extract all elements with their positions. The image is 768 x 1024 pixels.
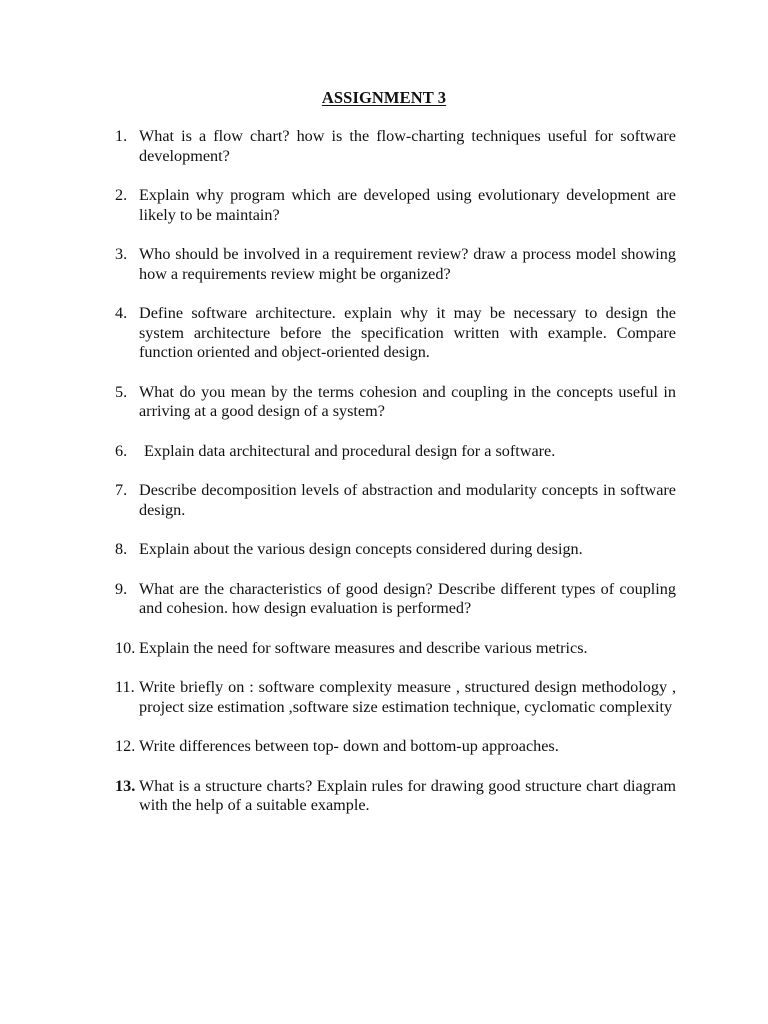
question-item (115, 580, 676, 619)
question-text: Define software architecture. explain why it may be necessary to design the system architecture before the specification written with example. Compare function oriented and object-oriented design. (139, 304, 676, 361)
question-item (115, 245, 676, 284)
question-item (115, 442, 676, 462)
question-text: What is a flow chart? how is the flow-charting techniques useful for software development? (139, 127, 676, 165)
question-item (115, 540, 676, 560)
question-text: What are the characteristics of good design? Describe different types of coupling and cohesion. how design evaluation is performed? (139, 579, 676, 617)
question-text: Explain the need for software measures and describe various metrics. (139, 638, 588, 657)
question-number: 7. (115, 481, 128, 499)
question-number: 13. (115, 776, 136, 795)
question-item (115, 777, 676, 816)
question-number: 3. (115, 245, 128, 263)
question-item (115, 304, 676, 363)
question-text: Write briefly on : software complexity measure , structured design methodology , project size estimation ,software size estimation technique, cyclomatic complexity (139, 678, 676, 716)
question-text: What is a structure charts? Explain rules for drawing good structure chart diagram with the help of a suitable example. (139, 776, 676, 814)
question-item (115, 127, 676, 166)
question-text: Explain why program which are developed using evolutionary development are likely to be maintain? (139, 186, 676, 224)
question-list (115, 127, 676, 816)
question-item (115, 639, 676, 659)
question-item (115, 678, 676, 717)
question-text: Who should be involved in a requirement review? draw a process model showing how a requirements review might be organized? (139, 245, 676, 283)
question-item (115, 481, 676, 520)
question-number: 9. (115, 579, 128, 598)
question-item (115, 383, 676, 422)
question-number: 4. (115, 304, 128, 322)
question-number: 1. (115, 127, 128, 145)
question-text: Describe decomposition levels of abstraction and modularity concepts in software design. (139, 481, 676, 519)
question-text: What do you mean by the terms cohesion and coupling in the concepts useful in arriving at a good design of a system? (139, 382, 676, 420)
question-text: Explain about the various design concepts considered during design. (139, 540, 583, 558)
question-item (115, 186, 676, 225)
question-item (115, 737, 676, 757)
question-number: 2. (115, 186, 128, 204)
question-number: 11. (115, 678, 135, 696)
question-text: Explain data architectural and procedural design for a software. (144, 441, 556, 460)
question-text: Write differences between top- down and bottom-up approaches. (139, 737, 559, 755)
question-number: 5. (115, 382, 128, 401)
page-title: ASSIGNMENT 3 (321, 88, 447, 107)
question-number: 6. (115, 441, 128, 460)
question-number: 8. (115, 540, 128, 558)
question-number: 10. (115, 638, 136, 657)
question-number: 12. (115, 737, 136, 755)
